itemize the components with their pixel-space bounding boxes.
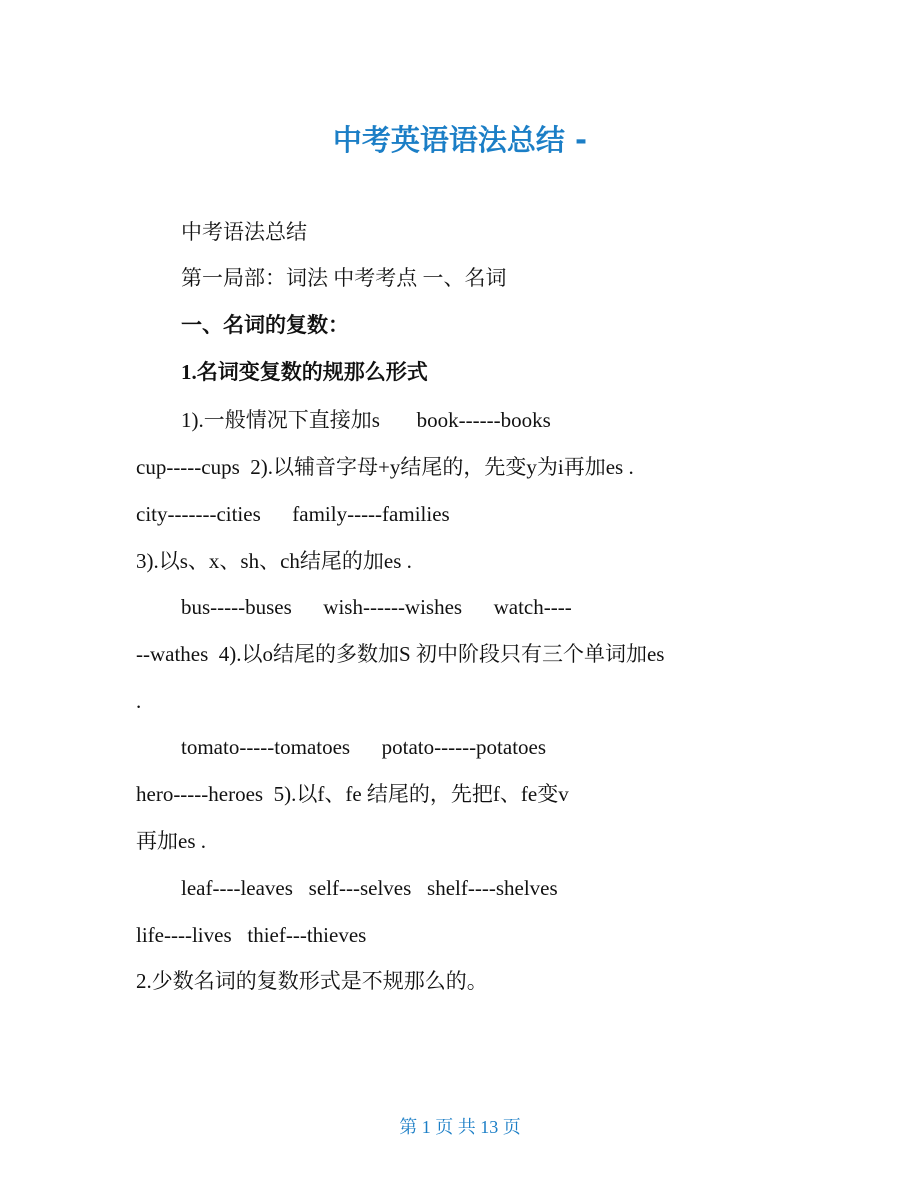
page-footer: 第 1 页 共 13 页 — [399, 1117, 521, 1137]
text-line: --wathes 4).以o结尾的多数加S 初中阶段只有三个单词加es — [136, 642, 665, 666]
text-line: hero-----heroes 5).以f、fe 结尾的，先把f、fe变v — [136, 782, 569, 806]
section-heading: 1.名词变复数的规那么形式 — [181, 360, 428, 384]
text-line: 第一局部：词法 中考考点 一、名词 — [181, 266, 507, 290]
text-line: 中考语法总结 — [181, 220, 307, 244]
text-line: cup-----cups 2).以辅音字母+y结尾的，先变y为i再加es . — [136, 455, 634, 479]
text-line: tomato-----tomatoes potato------potatoes — [181, 735, 547, 759]
document-title: 中考英语语法总结 - — [332, 123, 588, 157]
text-line: city-------cities family-----families — [136, 502, 450, 526]
text-line: . — [136, 689, 142, 713]
text-line: 3).以s、x、sh、ch结尾的加es . — [136, 549, 412, 573]
text-line: leaf----leaves self---selves shelf----shelves — [181, 876, 558, 900]
text-line: 2.少数名词的复数形式是不规那么的。 — [136, 969, 488, 993]
section-heading: 一、名词的复数： — [181, 313, 349, 337]
text-line: bus-----buses wish------wishes watch---- — [181, 595, 572, 619]
text-line: life----lives thief---thieves — [136, 923, 367, 947]
text-line: 1).一般情况下直接加s book------books — [181, 408, 551, 432]
text-line: 再加es . — [136, 829, 206, 853]
